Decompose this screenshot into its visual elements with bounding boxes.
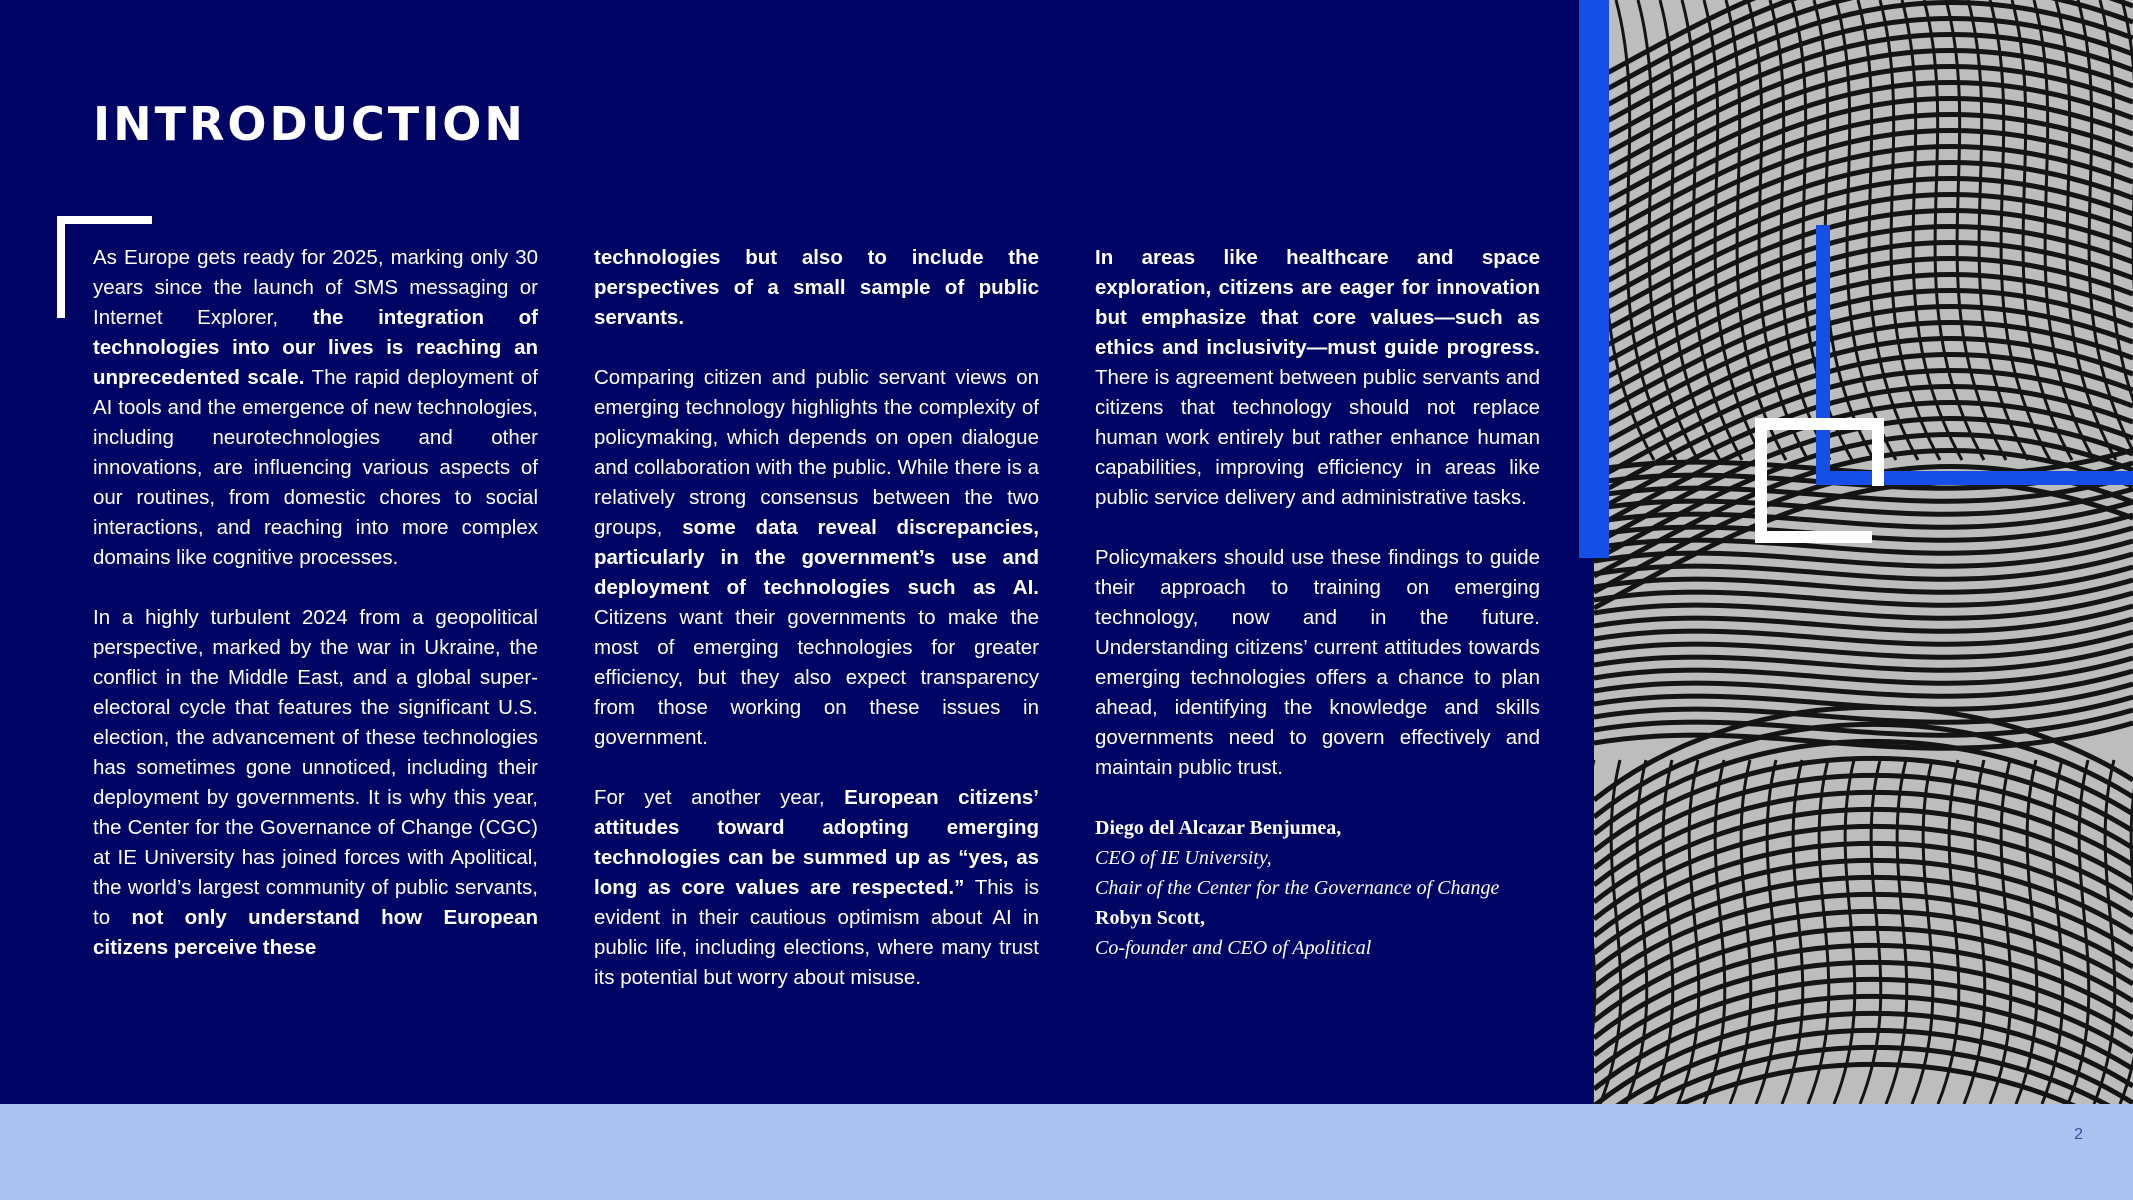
corner-bracket-icon-vertical	[57, 216, 65, 318]
bold-text-run: European citizens’ attitudes toward adopting emerging technologies can be summed up as “yes, as long as core values are respected.”	[594, 786, 1039, 899]
paragraph	[93, 243, 538, 573]
page-title: INTRODUCTION	[93, 97, 526, 151]
text-column-2	[594, 243, 1039, 1023]
signature-block	[1095, 813, 1540, 963]
signature-name: Diego del Alcazar Benjumea,	[1095, 817, 1342, 839]
paragraph	[594, 783, 1039, 993]
bold-text-run: not only understand how European citizens perceive these	[93, 906, 538, 959]
signature-name: Robyn Scott,	[1095, 907, 1206, 929]
text-run: As Europe gets ready for 2025, marking only 30 years since the launch of SMS messaging or Internet Explorer,	[93, 246, 538, 329]
text-run: Citizens want their governments to make the most of emerging technologies for greater efficiency, but they also expect transparency from those working on these issues in government.	[594, 606, 1039, 749]
signature-role: CEO of IE University,	[1095, 847, 1272, 869]
decorative-image	[1594, 0, 2133, 1104]
paragraph	[1095, 243, 1540, 513]
text-run: Comparing citizen and public servant views on emerging technology highlights the complexity of policymaking, which depends on open dialogue and collaboration with the public. While there is a relatively strong consensus between the two groups,	[594, 366, 1039, 539]
white-square-decoration-edge	[1872, 418, 1884, 486]
blue-bar-decoration	[1579, 0, 1609, 558]
white-square-decoration	[1755, 418, 1872, 543]
text-run: In a highly turbulent 2024 from a geopolitical perspective, marked by the war in Ukraine, the conflict in the Middle East, and a global super-electoral cycle that features the significant U.S. election, the advancement of these technologies has sometimes gone unnoticed, including their deployment by governments. It is why this year, the Center for the Governance of Change (CGC) at IE University has joined forces with Apolitical, the world’s largest community of public servants, to	[93, 606, 538, 929]
bold-text-run: some data reveal discrepancies, particularly in the government’s use and deployment of technologies such as AI.	[594, 516, 1039, 599]
paragraph	[594, 243, 1039, 333]
bold-text-run: In areas like healthcare and space exploration, citizens are eager for innovation but emphasize that core values—such as ethics and inclusivity—must guide progress.	[1095, 246, 1540, 359]
text-run: There is agreement between public servants and citizens that technology should not replace human work entirely but rather enhance human capabilities, improving efficiency in areas like public service delivery and administrative tasks.	[1095, 366, 1540, 509]
paragraph	[93, 603, 538, 963]
text-run: This is evident in their cautious optimism about AI in public life, including elections, where many trust its potential but worry about misuse.	[594, 876, 1039, 989]
text-column-3	[1095, 243, 1540, 963]
paragraph	[594, 363, 1039, 753]
paragraph	[1095, 543, 1540, 783]
signature-role: Co-founder and CEO of Apolitical	[1095, 937, 1372, 959]
corner-bracket-icon	[57, 216, 152, 224]
text-run: The rapid deployment of AI tools and the emergence of new technologies, including neurotechnologies and other innovations, are influencing various aspects of our routines, from domestic chores to social interactions, and reaching into more complex domains like cognitive processes.	[93, 366, 539, 569]
wave-pattern-image	[1594, 0, 2133, 1104]
signature-role: Chair of the Center for the Governance of Change	[1095, 877, 1500, 899]
text-column-1	[93, 243, 538, 993]
footer-band	[0, 1104, 2133, 1200]
bold-text-run: technologies but also to include the perspectives of a small sample of public servants.	[594, 246, 1039, 329]
text-run: Policymakers should use these findings to guide their approach to training on emerging technology, now and in the future. Understanding citizens’ current attitudes towards emerging technologies offers a chance to plan ahead, identifying the knowledge and skills governments need to govern effectively and maintain public trust.	[1095, 546, 1540, 779]
text-run: For yet another year,	[594, 786, 845, 809]
page-number: 2	[2074, 1126, 2083, 1143]
bold-text-run: the integration of technologies into our lives is reaching an unprecedented scale.	[93, 306, 538, 389]
